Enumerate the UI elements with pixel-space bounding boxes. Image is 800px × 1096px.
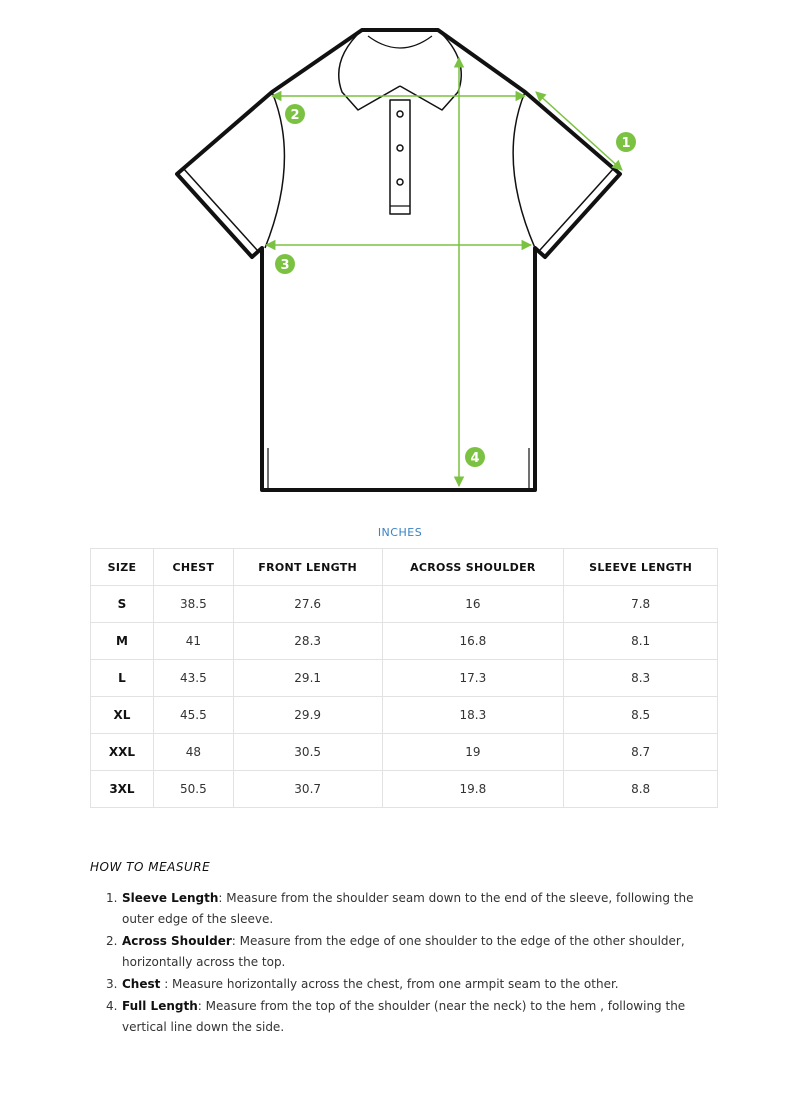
step-separator: : — [197, 999, 202, 1013]
step-number: 2. — [106, 934, 118, 948]
size-cell: L — [91, 660, 154, 697]
measurement-lines — [266, 58, 622, 486]
step-number: 3. — [106, 977, 118, 991]
units-label: INCHES — [377, 526, 423, 539]
step-text: Measure from the shoulder seam down to the end of the sleeve, following the outer edge of the sleeve. — [122, 891, 694, 926]
chest-cell: 38.5 — [153, 586, 233, 623]
front-length-cell: 28.3 — [233, 623, 382, 660]
table-row — [91, 586, 718, 623]
marker-3 — [275, 254, 295, 274]
sleeve-length-cell: 8.5 — [564, 697, 718, 734]
header-across-shoulder: ACROSS SHOULDER — [382, 549, 564, 586]
sleeve-length-cell: 7.8 — [564, 586, 718, 623]
step-separator: : — [218, 891, 223, 905]
across-shoulder-cell: 16 — [382, 586, 564, 623]
measurement-markers — [275, 104, 636, 467]
step-separator: : — [160, 977, 169, 991]
across-shoulder-cell: 18.3 — [382, 697, 564, 734]
front-length-cell: 30.5 — [233, 734, 382, 771]
size-chart-table — [90, 548, 718, 808]
across-shoulder-cell: 17.3 — [382, 660, 564, 697]
svg-text:3: 3 — [280, 258, 290, 273]
list-item — [106, 996, 712, 1038]
chest-cell: 45.5 — [153, 697, 233, 734]
step-term: Sleeve Length — [122, 891, 219, 905]
step-text: Measure from the top of the shoulder (near the neck) to the hem , following the vertical line down the side. — [122, 999, 686, 1034]
size-cell: XL — [91, 697, 154, 734]
sleeve-length-cell: 8.8 — [564, 771, 718, 808]
chest-cell: 50.5 — [153, 771, 233, 808]
marker-2 — [285, 104, 305, 124]
list-item — [106, 931, 712, 973]
table-header-row — [91, 549, 718, 586]
step-term: Full Length — [122, 999, 198, 1013]
size-cell: S — [91, 586, 154, 623]
across-shoulder-cell: 16.8 — [382, 623, 564, 660]
across-shoulder-cell: 19.8 — [382, 771, 564, 808]
step-number: 1. — [106, 891, 118, 905]
shirt-diagram — [0, 0, 800, 500]
sleeve-length-cell: 8.7 — [564, 734, 718, 771]
chest-cell: 48 — [153, 734, 233, 771]
svg-text:1: 1 — [621, 136, 631, 151]
list-item — [106, 974, 712, 995]
step-text: Measure from the edge of one shoulder to the edge of the other shoulder, horizontally across the top. — [122, 934, 685, 969]
front-length-cell: 30.7 — [233, 771, 382, 808]
front-length-cell: 29.1 — [233, 660, 382, 697]
sleeve-length-line — [536, 92, 622, 170]
step-separator: : — [231, 934, 236, 948]
shirt-outline — [177, 30, 620, 490]
header-size: SIZE — [91, 549, 154, 586]
table-row — [91, 697, 718, 734]
measure-steps — [106, 888, 712, 1039]
step-text: Measure horizontally across the chest, from one armpit seam to the other. — [168, 977, 619, 991]
chest-cell: 41 — [153, 623, 233, 660]
size-cell: 3XL — [91, 771, 154, 808]
svg-text:4: 4 — [470, 451, 480, 466]
sleeve-length-cell: 8.1 — [564, 623, 718, 660]
step-term: Chest — [122, 977, 161, 991]
chest-cell: 43.5 — [153, 660, 233, 697]
step-number: 4. — [106, 999, 118, 1013]
table-row — [91, 623, 718, 660]
front-length-cell: 27.6 — [233, 586, 382, 623]
table-row — [91, 660, 718, 697]
svg-text:2: 2 — [290, 108, 300, 123]
sleeve-length-cell: 8.3 — [564, 660, 718, 697]
table-row — [91, 734, 718, 771]
header-chest: CHEST — [153, 549, 233, 586]
across-shoulder-cell: 19 — [382, 734, 564, 771]
size-cell: M — [91, 623, 154, 660]
step-term: Across Shoulder — [122, 934, 232, 948]
header-front-length: FRONT LENGTH — [233, 549, 382, 586]
header-sleeve-length: SLEEVE LENGTH — [564, 549, 718, 586]
list-item — [106, 888, 712, 930]
how-to-measure-title: HOW TO MEASURE — [90, 860, 211, 874]
table-row — [91, 771, 718, 808]
marker-1 — [616, 132, 636, 152]
marker-4 — [465, 447, 485, 467]
size-cell: XXL — [91, 734, 154, 771]
front-length-cell: 29.9 — [233, 697, 382, 734]
